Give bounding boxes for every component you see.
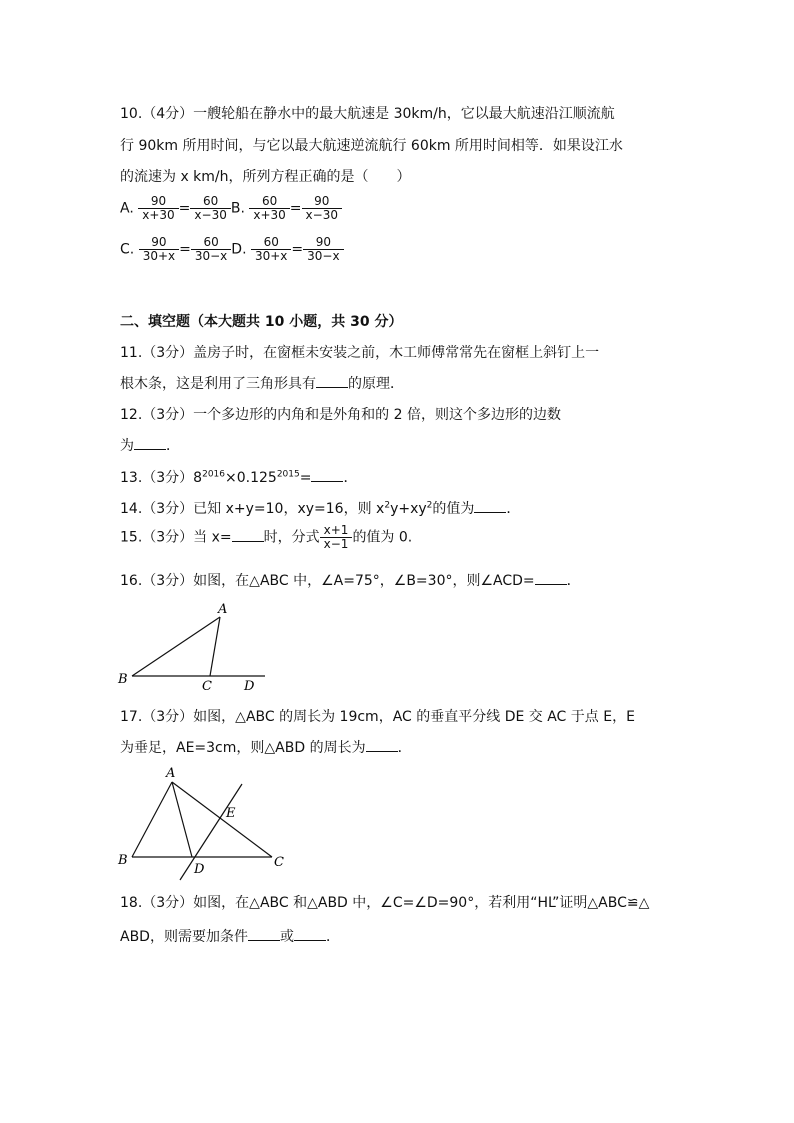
option-b-label: B. xyxy=(230,200,245,217)
answer-blank xyxy=(232,529,264,542)
q18-line1: 18.（3分）如图，在△ABC 和△ABD 中，∠C=∠D=90°，若利用“HL”证明△ABC≌△ xyxy=(120,895,650,911)
section-title: 二、填空题（本大题共 10 小题，共 30 分） xyxy=(120,314,403,330)
q18-line2: ABD，则需要加条件 或 ． xyxy=(120,929,340,945)
label-d: D xyxy=(244,679,255,694)
q10-options-cd xyxy=(120,236,344,263)
label-b: B xyxy=(118,672,128,687)
option-b-right-fraction: $\frac{90}{x-30}$ xyxy=(302,195,342,222)
side-ab xyxy=(132,617,220,676)
label-c: C xyxy=(274,855,284,870)
label-d: D xyxy=(194,862,205,877)
answer-blank xyxy=(366,739,398,752)
answer-blank xyxy=(535,572,567,585)
side-ab xyxy=(132,782,172,857)
q17-line2: 为垂足，AE=3cm，则△ABD 的周长为 ． xyxy=(120,740,412,756)
q17-triangle-figure xyxy=(110,760,290,885)
label-b: B xyxy=(118,853,128,868)
q17-line1: 17.（3分）如图，△ABC 的周长为 19cm，AC 的垂直平分线 DE 交 AC 于点 E，E xyxy=(120,709,635,725)
q16-line: 16.（3分）如图，在△ABC 中，∠A=75°，∠B=30°，则∠ACD= ． xyxy=(120,573,581,589)
q10-line3: 的流速为 x km/h，所列方程正确的是（ ） xyxy=(120,169,411,185)
q15-fraction: $\frac{x+1}{x-1}$ xyxy=(320,524,353,551)
q14-line: 14.（3分）已知 x+y=10，xy=16，则 $x^2y+xy^2$的值为 ． xyxy=(120,500,521,517)
option-d-label: D. xyxy=(231,241,247,258)
option-c-right-fraction: $\frac{60}{30-x}$ xyxy=(191,236,231,263)
answer-blank xyxy=(316,375,348,388)
perpendicular-bisector-de xyxy=(180,784,242,880)
q10-options-ab xyxy=(120,195,342,222)
side-ac xyxy=(210,617,220,676)
answer-blank xyxy=(248,928,280,941)
option-c-label: C. xyxy=(120,241,135,258)
option-a-left-fraction: $\frac{90}{x+30}$ xyxy=(138,195,178,222)
equals-sign: = xyxy=(178,200,191,217)
equals-sign: = xyxy=(179,241,191,258)
label-a: A xyxy=(166,766,176,781)
q10-line2: 行 90km 所用时间，与它以最大航速逆流航行 60km 所用时间相等．如果设江水 xyxy=(120,138,623,154)
q11-line2: 根木条，这是利用了三角形具有 的原理． xyxy=(120,376,404,392)
answer-blank xyxy=(294,928,326,941)
option-c-left-fraction: $\frac{90}{30+x}$ xyxy=(139,236,179,263)
q12-line2: 为 ． xyxy=(120,438,180,454)
option-d-right-fraction: $\frac{90}{30-x}$ xyxy=(303,236,343,263)
label-e: E xyxy=(226,806,236,821)
q16-triangle-figure xyxy=(110,595,280,695)
answer-blank xyxy=(474,500,506,513)
answer-blank xyxy=(311,469,343,482)
equals-sign: = xyxy=(289,200,302,217)
q15-line: 15.（3分）当 x= 时，分式 $\frac{x+1}{x-1}$ 的值为 0. xyxy=(120,523,413,551)
option-d-left-fraction: $\frac{60}{30+x}$ xyxy=(251,236,291,263)
label-a: A xyxy=(218,602,228,617)
answer-blank xyxy=(134,437,166,450)
segment-ad xyxy=(172,782,192,857)
option-a-label: A. xyxy=(120,200,134,217)
q10-line1: 10.（4分）一艘轮船在静水中的最大航速是 30km/h，它以最大航速沿江顺流航 xyxy=(120,106,615,122)
q13-line: 13.（3分）$8^{2016}\times 0.125^{2015}=$ ． xyxy=(120,469,358,486)
q11-line1: 11.（3分）盖房子时，在窗框未安装之前，木工师傅常常先在窗框上斜钉上一 xyxy=(120,345,600,361)
option-b-left-fraction: $\frac{60}{x+30}$ xyxy=(249,195,289,222)
label-c: C xyxy=(202,679,212,694)
side-ac xyxy=(172,782,272,857)
option-a-right-fraction: $\frac{60}{x-30}$ xyxy=(190,195,230,222)
q12-line1: 12.（3分）一个多边形的内角和是外角和的 2 倍，则这个多边形的边数 xyxy=(120,407,561,423)
equals-sign: = xyxy=(291,241,304,258)
